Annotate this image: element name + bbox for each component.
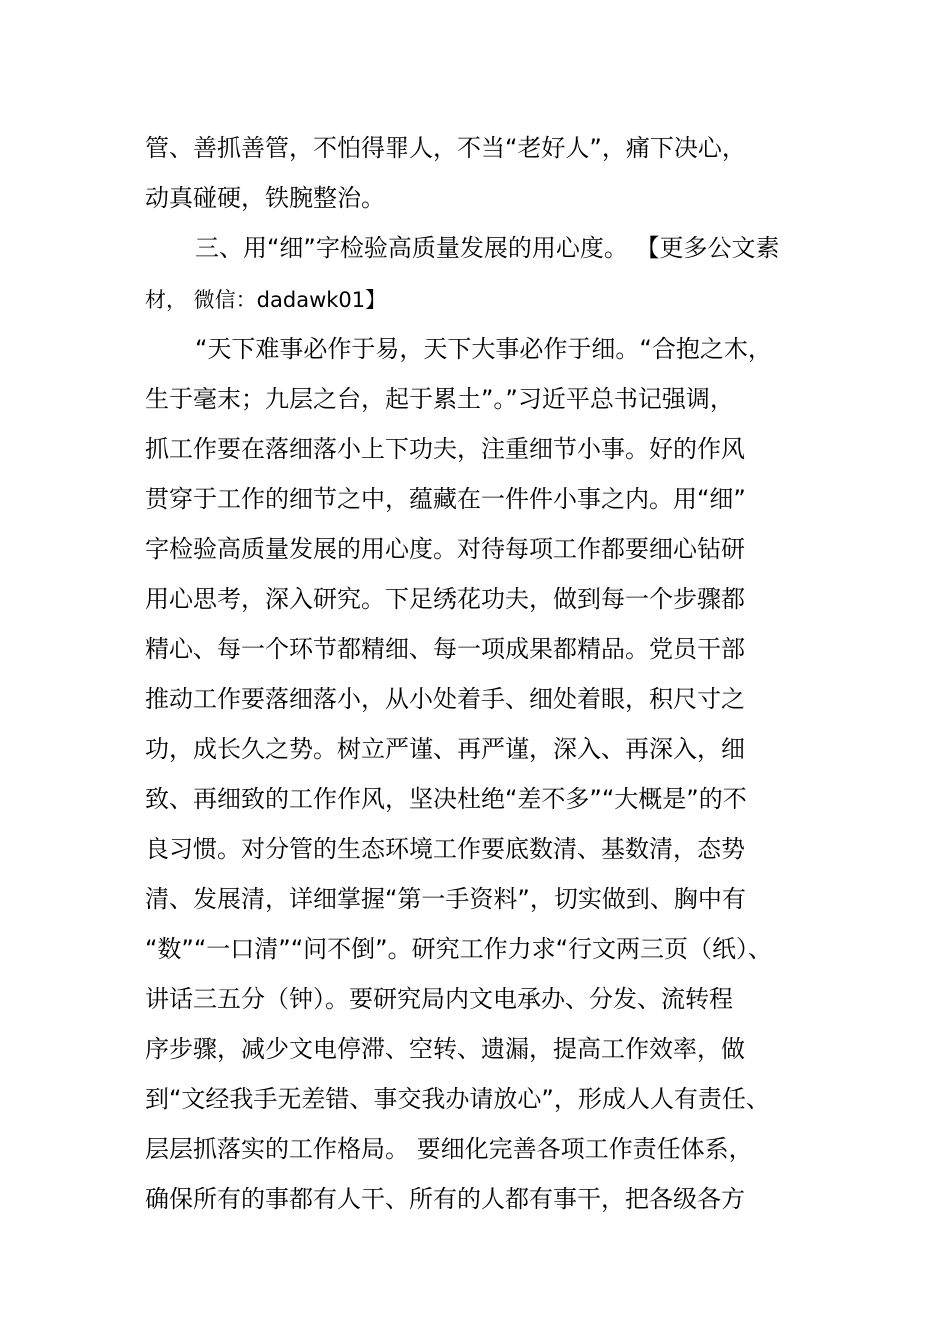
text-line: 确保所有的事都有人干、所有的人都有事干，把各级各方: [145, 1185, 745, 1213]
text-line: 致、再细致的工作作风，坚决杜绝“差不多”“大概是”的不: [145, 785, 747, 813]
text-line: 清、发展清，详细掌握“第一手资料”，切实做到、胸中有: [145, 885, 746, 913]
section-heading: 三、用“细”字检验高质量发展的用心度。 【更多公文素: [195, 234, 780, 262]
text-line: 抓工作要在落细落小上下功夫，注重细节小事。好的作风: [145, 435, 745, 463]
text-line: “数”“一口清”“问不倒”。研究工作力求“行文两三页（纸）、: [145, 935, 773, 963]
text-line: 材， 微信：dadawk01】: [145, 288, 387, 312]
text-line: 精心、每一个环节都精细、每一项成果都精品。党员干部: [145, 635, 745, 663]
text-line: 字检验高质量发展的用心度。对待每项工作都要细心钻研: [145, 535, 745, 563]
text-line: 生于毫末；九层之台，起于累土”。”习近平总书记强调，: [145, 385, 734, 413]
text-line: 序步骤，减少文电停滞、空转、遗漏，提高工作效率，做: [145, 1035, 745, 1063]
text-line: 到“文经我手无差错、事交我办请放心”，形成人人有责任、: [145, 1085, 770, 1113]
text-line: 推动工作要落细落小，从小处着手、细处着眼，积尺寸之: [145, 685, 745, 713]
text-line: 层层抓落实的工作格局。 要细化完善各项工作责任体系，: [145, 1135, 753, 1163]
text-line: 管、善抓善管，不怕得罪人，不当“老好人”，痛下决心，: [145, 134, 746, 162]
text-line: 良习惯。对分管的生态环境工作要底数清、基数清，态势: [145, 835, 745, 863]
paragraph-first-line: “天下难事必作于易，天下大事必作于细。“合抱之木，: [195, 335, 772, 363]
text-line: 用心思考，深入研究。下足绣花功夫，做到每一个步骤都: [145, 585, 745, 613]
text-line: 动真碰硬，铁腕整治。: [145, 184, 385, 212]
text-line: 功，成长久之势。树立严谨、再严谨，深入、再深入，细: [145, 735, 745, 763]
text-line: 贯穿于工作的细节之中，蕴藏在一件件小事之内。用“细”: [145, 485, 746, 513]
text-line: 讲话三五分（钟）。要研究局内文电承办、分发、流转程: [145, 985, 733, 1013]
